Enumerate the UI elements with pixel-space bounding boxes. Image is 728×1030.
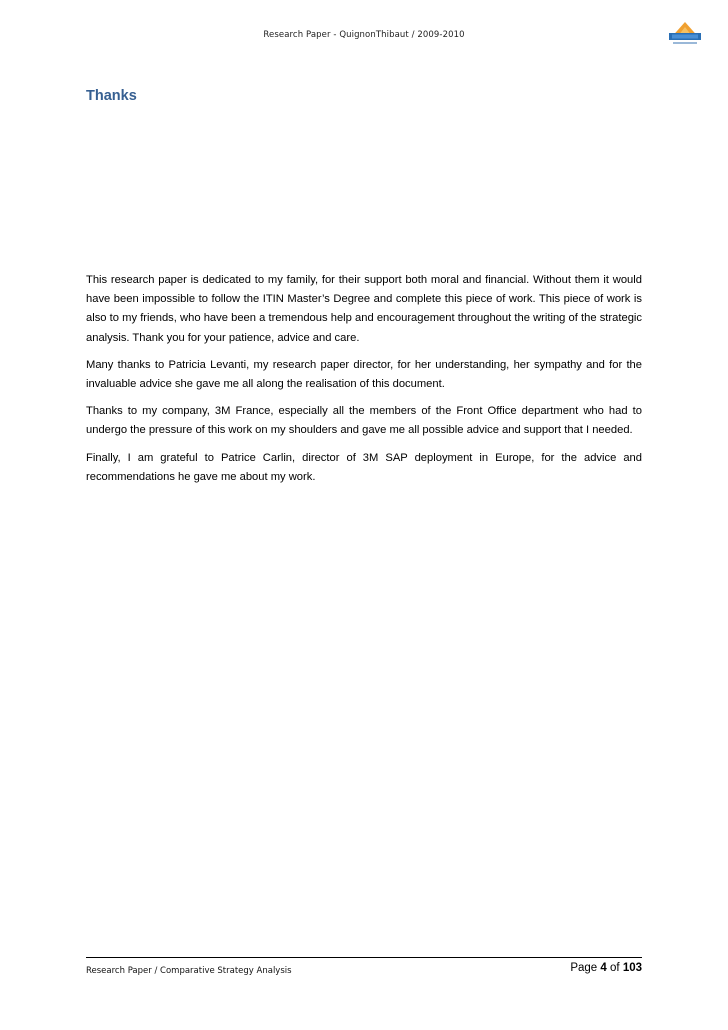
paragraph: This research paper is dedicated to my family, for their support both moral and financial. Without them it would have been impossible to follow the ITIN Master’s Degree and complete this piece of work. This piece of work is also to my friends, who have been a tremendous help and encouragement throughout the writing of the strategic analysis. Thank you for your patience, advice and care.	[86, 274, 642, 344]
itin-logo-icon	[663, 20, 707, 46]
current-page-number: 4	[600, 962, 607, 974]
footer-document-title: Research Paper / Comparative Strategy Analysis	[86, 966, 292, 976]
page-label: Page	[570, 962, 598, 974]
footer-divider	[86, 957, 642, 958]
total-pages-number: 103	[622, 962, 642, 974]
paragraph: Finally, I am grateful to Patrice Carlin, director of 3M SAP deployment in Europe, for the advice and recommendations he gave me about my work.	[86, 451, 642, 483]
page-header-title: Research Paper - QuignonThibaut / 2009-2010	[263, 30, 465, 40]
document-body	[86, 271, 642, 495]
paragraph: Many thanks to Patricia Levanti, my research paper director, for her understanding, her sympathy and for the invaluable advice she gave me all along the realisation of this document.	[86, 358, 642, 391]
section-heading: Thanks	[86, 88, 137, 104]
page-number-indicator	[570, 962, 642, 974]
of-label: of	[610, 962, 620, 974]
paragraph: Thanks to my company, 3M France, especially all the members of the Front Office department who had to undergo the pressure of this work on my shoulders and gave me all possible advice and support that I needed.	[86, 405, 642, 437]
